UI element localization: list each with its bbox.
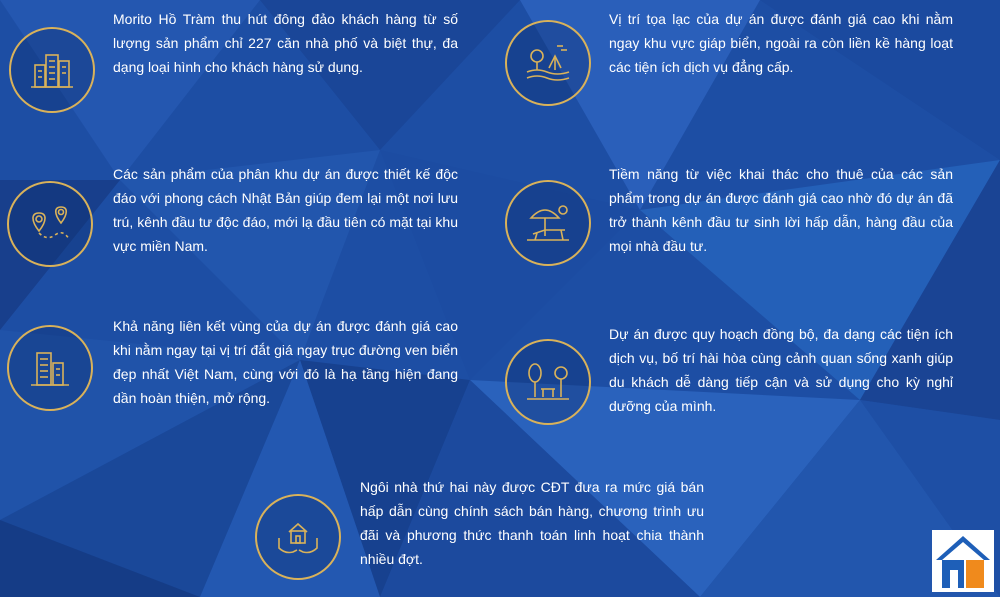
- icon-badge: [505, 180, 591, 266]
- map-route-pins-icon: [27, 201, 73, 247]
- feature-text: Vị trí tọa lạc của dự án được đánh giá cao khi nằm ngay khu vực giáp biển, ngoài ra còn liền kề hàng loạt các tiện ích dịch vụ đẳng cấp.: [609, 11, 953, 75]
- icon-badge: [505, 20, 591, 106]
- skyscraper-icon: [27, 345, 73, 391]
- icon-badge: [9, 27, 95, 113]
- house-in-hands-icon: [275, 514, 321, 560]
- icon-badge: [7, 325, 93, 411]
- beach-umbrella-lounger-icon: [525, 200, 571, 246]
- feature-text: Dự án được quy hoạch đồng bộ, đa dạng các tiện ích dịch vụ, bố trí hài hòa cùng cảnh quan sống xanh giúp du khách dễ dàng tiếp cận và sử dụng cho kỳ nghỉ dưỡng của mình.: [609, 326, 953, 414]
- icon-badge: [255, 494, 341, 580]
- feature-text: Tiềm năng từ việc khai thác cho thuê của các sản phẩm trong dự án được đánh giá cao nhờ đó dự án đã trở thành kênh đầu tư sinh lời hấp dẫn, hàng đầu của mọi nhà đầu tư.: [609, 166, 953, 254]
- seaside-landscape-icon: [525, 40, 571, 86]
- feature-text: Khả năng liên kết vùng của dự án được đánh giá cao khi nằm ngay tại vị trí đắt giá ngay trục đường ven biển đẹp nhất Việt Nam, cùng với đó là hạ tầng hiện đang dần hoàn thiện, mở rộng.: [113, 318, 458, 406]
- feature-text: Ngôi nhà thứ hai này được CĐT đưa ra mức giá bán hấp dẫn cùng chính sách bán hàng, chương trình ưu đãi và phương thức thanh toán linh hoạt chia thành nhiều đợt.: [360, 479, 704, 567]
- house-logo-icon: [932, 530, 994, 592]
- icon-badge: [7, 181, 93, 267]
- icon-badge: [505, 339, 591, 425]
- feature-text: Các sản phẩm của phân khu dự án được thiết kế độc đáo với phong cách Nhật Bản giúp đem lại một nơi lưu trú, kênh đầu tư độc đáo, mới lạ đầu tiên có mặt tại khu vực miền Nam.: [113, 166, 458, 254]
- city-buildings-icon: [29, 47, 75, 93]
- park-bench-trees-icon: [525, 359, 571, 405]
- feature-text: Morito Hồ Tràm thu hút đông đảo khách hàng từ số lượng sản phẩm chỉ 227 căn nhà phố và biệt thự, đa dạng loại hình cho khách hàng sử dụng.: [113, 11, 458, 75]
